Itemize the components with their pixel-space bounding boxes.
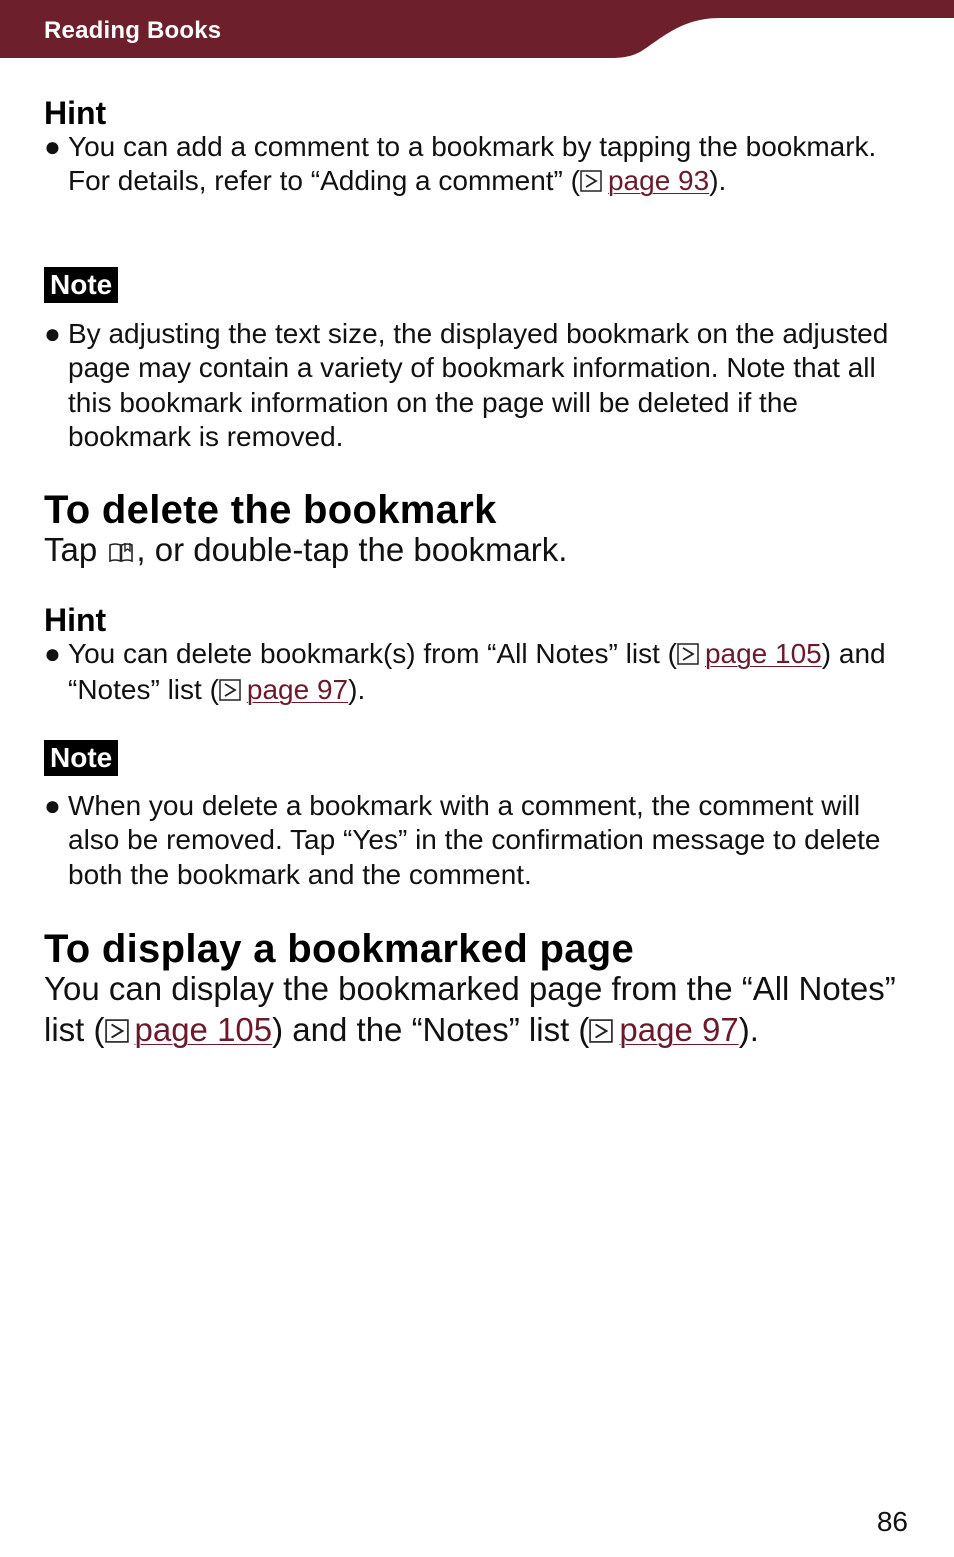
section-title: Reading Books	[44, 17, 222, 44]
note-badge: Note	[44, 267, 118, 303]
hint-item: ● You can delete bookmark(s) from “All Notes” list ( page 105) and “Notes” list ( page 97).	[44, 637, 914, 710]
arrow-ref-icon	[589, 1011, 613, 1052]
delete-heading: To delete the bookmark	[44, 488, 497, 532]
page-header	[0, 0, 954, 58]
delete-instruction: Tap , or double-tap the bookmark.	[44, 529, 914, 573]
note-item-2	[44, 789, 914, 892]
hint-block-2	[44, 603, 914, 710]
note-item: ● By adjusting the text size, the displayed bookmark on the adjusted page may contain a variety of bookmark information. Note that all this bookmark information on the page will be deleted if the bookmark is removed.	[44, 318, 889, 452]
note-item-1	[44, 317, 914, 454]
bookmark-book-icon	[108, 532, 134, 573]
delete-section	[44, 489, 914, 573]
arrow-ref-icon	[105, 1011, 129, 1052]
hint-item: ● You can add a comment to a bookmark by tapping the bookmark. For details, refer to “Adding a comment” ( page 93).	[44, 130, 914, 201]
page-link[interactable]: page 97	[619, 1011, 739, 1048]
note-item: ● When you delete a bookmark with a comment, the comment will also be removed. Tap “Yes” in the confirmation message to delete both the bookmark and the comment.	[44, 790, 881, 890]
arrow-ref-icon	[677, 639, 699, 673]
hint-heading: Hint	[44, 95, 107, 131]
arrow-ref-icon	[219, 675, 241, 709]
page-link[interactable]: page 93	[607, 165, 710, 197]
bullet-dot: ●	[44, 790, 61, 821]
display-section	[44, 928, 914, 1052]
bullet-dot: ●	[44, 638, 61, 669]
page-link[interactable]: page 105	[704, 638, 822, 669]
bullet-dot: ●	[44, 318, 61, 349]
display-instruction: You can display the bookmarked page from the “All Notes” list ( page 105) and the “Notes” list ( page 97).	[44, 968, 914, 1052]
hint-block-1	[44, 96, 914, 201]
bullet-dot: ●	[44, 131, 61, 162]
page-link[interactable]: page 105	[134, 1011, 273, 1048]
page-link[interactable]: page 97	[246, 674, 349, 706]
display-heading: To display a bookmarked page	[44, 927, 635, 971]
note-block-2	[44, 740, 914, 776]
page-number: 86	[876, 1506, 908, 1537]
note-block-1	[44, 267, 914, 303]
hint-heading: Hint	[44, 602, 107, 638]
arrow-ref-icon	[580, 166, 602, 200]
note-badge: Note	[44, 740, 118, 776]
